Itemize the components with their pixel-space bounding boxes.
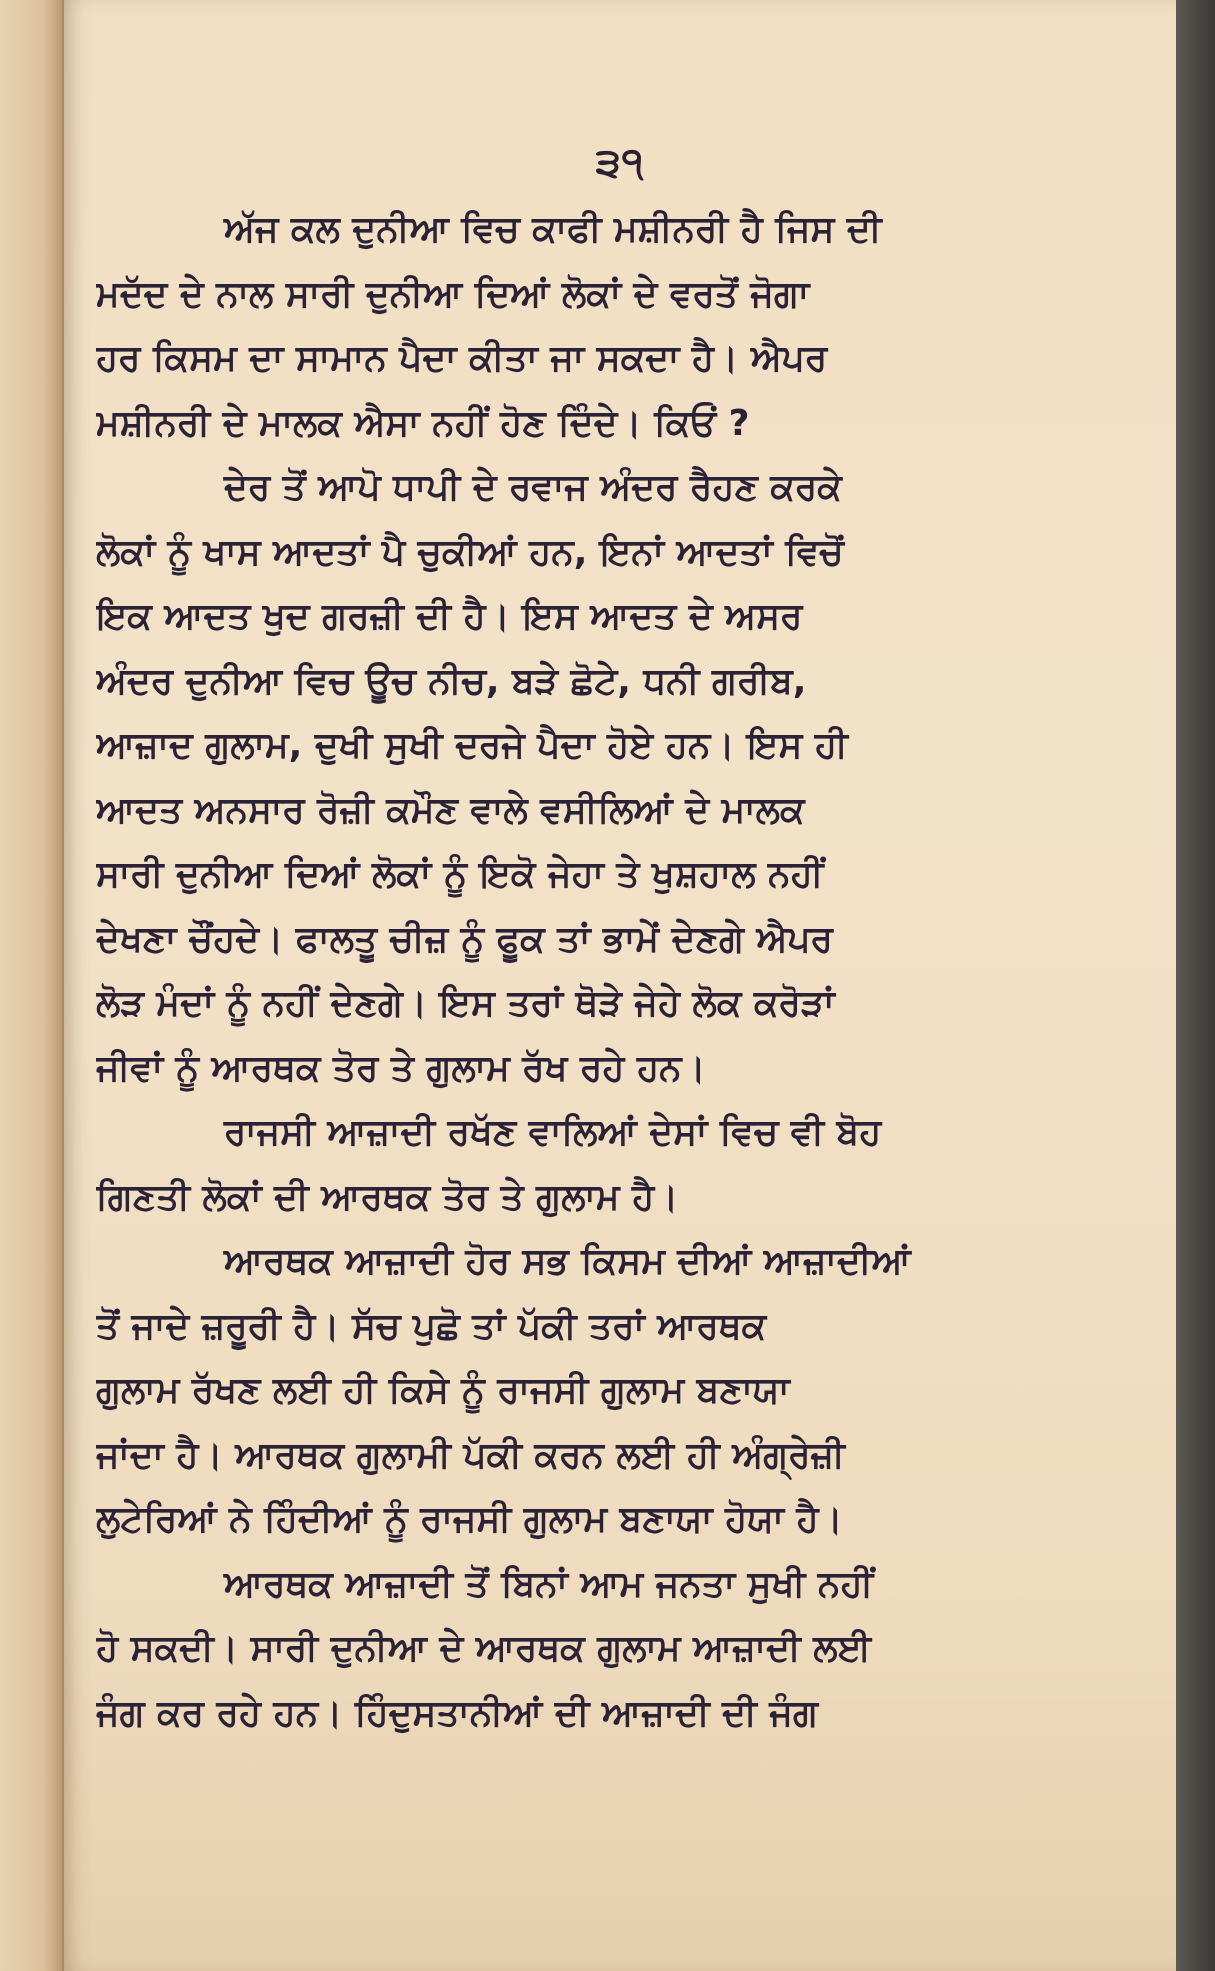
text-line: ਜੰਗ ਕਰ ਰਹੇ ਹਨ। ਹਿੰਦੁਸਤਾਨੀਆਂ ਦੀ ਆਜ਼ਾਦੀ ਦੀ ਜੰਗ: [96, 1692, 818, 1734]
text-line: ਆਰਥਕ ਆਜ਼ਾਦੀ ਹੋਰ ਸਭ ਕਿਸਮ ਦੀਆਂ ਆਜ਼ਾਦੀਆਂ: [224, 1241, 911, 1282]
text-line: ਲੋਕਾਂ ਨੂੰ ਖਾਸ ਆਦਤਾਂ ਪੈ ਚੁਕੀਆਂ ਹਨ, ਇਨਾਂ ਆਦਤਾਂ ਵਿਚੋਂ: [96, 531, 844, 573]
text-line: ਇਕ ਆਦਤ ਖੁਦ ਗਰਜ਼ੀ ਦੀ ਹੈ। ਇਸ ਆਦਤ ਦੇ ਅਸਰ: [96, 596, 803, 637]
text-line: ਹਰ ਕਿਸਮ ਦਾ ਸਾਮਾਨ ਪੈਦਾ ਕੀਤਾ ਜਾ ਸਕਦਾ ਹੈ। ਐਪਰ: [96, 338, 828, 379]
text-line: ਲੋੜ ਮੰਦਾਂ ਨੂੰ ਨਹੀਂ ਦੇਣਗੇ। ਇਸ ਤਰਾਂ ਥੋੜੇ ਜੇਹੇ ਲੋਕ ਕਰੋੜਾਂ: [96, 983, 835, 1024]
text-line: ਮਦੱਦ ਦੇ ਨਾਲ ਸਾਰੀ ਦੁਨੀਆ ਦਿਆਂ ਲੋਕਾਂ ਦੇ ਵਰਤੋਂ ਜੋਗਾ: [96, 273, 810, 315]
text-line: ਜਾਂਦਾ ਹੈ। ਆਰਥਕ ਗੁਲਾਮੀ ਪੱਕੀ ਕਰਨ ਲਈ ਹੀ ਅੰਗ੍ਰੇਜ਼ੀ: [96, 1434, 845, 1476]
text-line: ਰਾਜਸੀ ਆਜ਼ਾਦੀ ਰਖੱਣ ਵਾਲਿਆਂ ਦੇਸਾਂ ਵਿਚ ਵੀ ਬੋਹ: [224, 1112, 882, 1153]
text-line: ਲੁਟੇਰਿਆਂ ਨੇ ਹਿੰਦੀਆਂ ਨੂੰ ਰਾਜਸੀ ਗੁਲਾਮ ਬਣਾਯਾ ਹੋਯਾ ਹੈ।: [96, 1499, 843, 1540]
table-edge: [1175, 0, 1215, 1971]
page-body-text: [96, 198, 1126, 1746]
text-line: ਹੋ ਸਕਦੀ। ਸਾਰੀ ਦੁਨੀਆ ਦੇ ਆਰਥਕ ਗੁਲਾਮ ਆਜ਼ਾਦੀ ਲਈ: [96, 1628, 872, 1669]
text-line: ਮਸ਼ੀਨਰੀ ਦੇ ਮਾਲਕ ਐਸਾ ਨਹੀਂ ਹੋਣ ਦਿੰਦੇ। ਕਿਓਂ ?: [96, 402, 750, 444]
previous-page-edge: [0, 0, 65, 1971]
page-number: ੩੧: [595, 140, 645, 186]
text-line: ਆਜ਼ਾਦ ਗੁਲਾਮ, ਦੁਖੀ ਸੁਖੀ ਦਰਜੇ ਪੈਦਾ ਹੋਏ ਹਨ। ਇਸ ਹੀ: [96, 725, 848, 766]
text-line: ਗੁਲਾਮ ਰੱਖਣ ਲਈ ਹੀ ਕਿਸੇ ਨੂੰ ਰਾਜਸੀ ਗੁਲਾਮ ਬਣਾਯਾ: [96, 1370, 790, 1411]
text-line: ਆਦਤ ਅਨਸਾਰ ਰੋਜ਼ੀ ਕਮੌਣ ਵਾਲੇ ਵਸੀਲਿਆਂ ਦੇ ਮਾਲਕ: [96, 789, 805, 831]
text-line: ਆਰਥਕ ਆਜ਼ਾਦੀ ਤੋਂ ਬਿਨਾਂ ਆਮ ਜਨਤਾ ਸੁਖੀ ਨਹੀਂ: [224, 1563, 874, 1605]
text-line: ਦੇਰ ਤੋਂ ਆਪੋ ਧਾਪੀ ਦੇ ਰਵਾਜ ਅੰਦਰ ਰੈਹਣ ਕਰਕੇ: [224, 467, 842, 508]
text-line: ਸਾਰੀ ਦੁਨੀਆ ਦਿਆਂ ਲੋਕਾਂ ਨੂੰ ਇਕੋ ਜੇਹਾ ਤੇ ਖੁਸ਼ਹਾਲ ਨਹੀਂ: [96, 854, 824, 895]
text-line: ਦੇਖਣਾ ਚੌਂਹਦੇ। ਫਾਲਤੂ ਚੀਜ਼ ਨੂੰ ਫੂਕ ਤਾਂ ਭਾਮੇਂ ਦੇਣਗੇ ਐਪਰ: [96, 918, 833, 960]
book-page: [64, 0, 1176, 1971]
text-line: ਅੱਜ ਕਲ ਦੁਨੀਆ ਵਿਚ ਕਾਫੀ ਮਸ਼ੀਨਰੀ ਹੈ ਜਿਸ ਦੀ: [224, 209, 882, 250]
text-line: ਜੀਵਾਂ ਨੂੰ ਆਰਥਕ ਤੋਰ ਤੇ ਗੁਲਾਮ ਰੱਖ ਰਹੇ ਹਨ।: [96, 1047, 706, 1089]
text-line: ਗਿਣਤੀ ਲੋਕਾਂ ਦੀ ਆਰਥਕ ਤੋਰ ਤੇ ਗੁਲਾਮ ਹੈ।: [96, 1176, 679, 1218]
text-line: ਤੋਂ ਜਾਦੇ ਜ਼ਰੂਰੀ ਹੈ। ਸੱਚ ਪੁਛੋ ਤਾਂ ਪੱਕੀ ਤਰਾਂ ਆਰਥਕ: [96, 1305, 767, 1347]
text-line: ਅੰਦਰ ਦੁਨੀਆ ਵਿਚ ਊਚ ਨੀਚ, ਬੜੇ ਛੋਟੇ, ਧਨੀ ਗਰੀਬ,: [96, 660, 807, 702]
